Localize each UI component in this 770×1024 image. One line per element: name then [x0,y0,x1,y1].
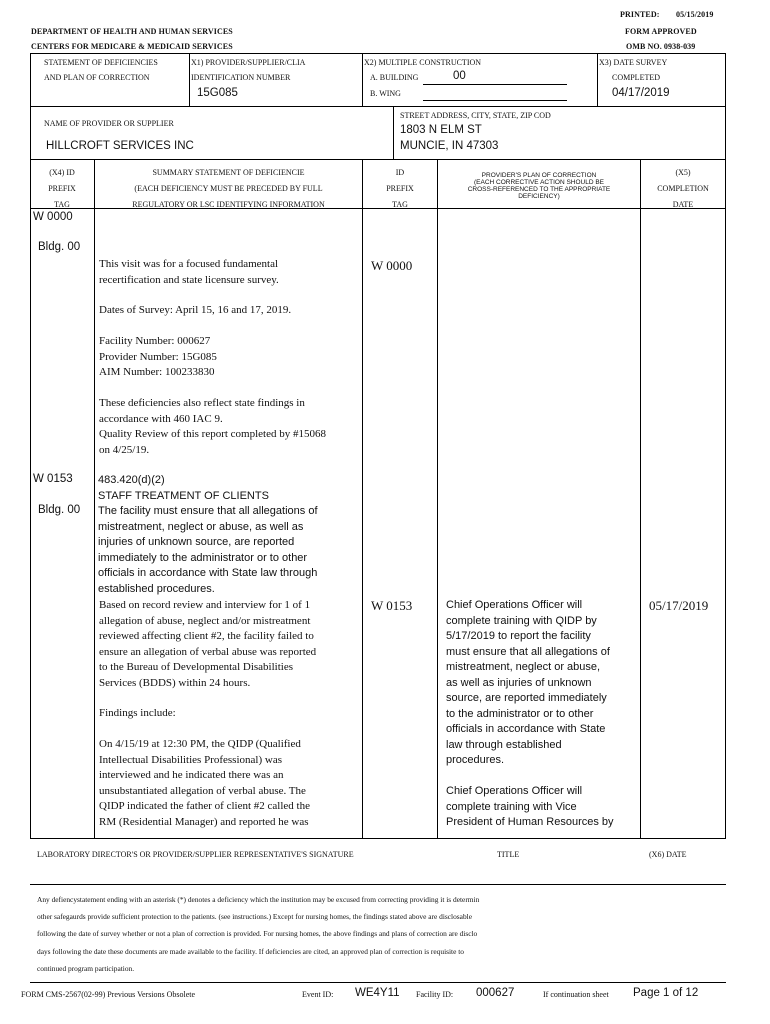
x6-date-label: (X6) DATE [649,850,687,859]
regulation-line: immediately to the administrator or to other [98,551,308,564]
col-header-id-line: PREFIX [386,184,414,193]
printed-date: 05/15/2019 [676,10,714,19]
tag-w0000: W 0000 [33,211,73,223]
summary-line: RM (Residential Manager) and reported he was [99,815,309,828]
bldg-label: Bldg. 00 [38,241,81,253]
col-header-id-line: TAG [392,200,408,209]
building-label: A. BUILDING [370,73,419,82]
rule-body-bottom [30,838,726,839]
divider-x3 [597,53,598,106]
plan-of-correction-2 [446,784,638,831]
summary-line: allegation of abuse, neglect and/or mistreatment [99,614,311,627]
plan-line: 5/17/2019 to report the facility [446,630,591,642]
regulation-text [98,473,361,597]
rule-signature [30,884,726,885]
form-number: FORM CMS-2567(02-99) Previous Versions Obsolete [21,990,196,999]
facility-ids [99,334,361,381]
rule-top [30,53,726,54]
signature-label: LABORATORY DIRECTOR'S OR PROVIDER/SUPPLIER REPRESENTATIVE'S SIGNATURE [37,850,354,859]
disclaimer-line: following the date of survey whether or not a plan of correction is provided. For nursing homes, the above findings and plans of correction are disclo [37,929,478,939]
disclaimer-line: other safegaurds provide sufficient protection to the patients. (see instructions.) Except for nursing homes, the findings stated above are disclosable [37,912,472,922]
finding-summary [99,598,361,691]
plan-line: President of Human Resources by [446,816,614,828]
summary-line: to the Bureau of Developmental Disabilities [99,661,293,673]
col-header-plan-line: (EACH CORRECTIVE ACTION SHOULD BE [473,179,605,186]
summary-line: ensure an allegation of verbal abuse was reported [99,645,317,658]
interview-notes [99,737,361,830]
col-divider-2 [362,159,363,838]
completion-date: 05/17/2019 [649,598,709,613]
plan-line: procedures. [446,754,505,766]
plan-line: to the administrator or to other [446,707,594,720]
tag-w0153: W 0153 [33,473,73,485]
wing-label: B. WING [370,89,401,98]
col-header-x5-line: (X5) [675,168,691,177]
wing-underline [423,100,567,101]
disclaimer-line: Any defiencystatement ending with an asterisk (*) denotes a deficiency which the institution may be excused from correcting providing it is determin [37,895,480,904]
building-underline [423,84,567,85]
plan-of-correction-1 [446,598,638,769]
plan-line: must ensure that all allegations of [446,645,610,658]
col-header-plan-line: PROVIDER'S PLAN OF CORRECTION [481,172,597,179]
summary-line: These deficiencies also reflect state findings in [99,397,305,409]
border-right [725,53,726,838]
regulation-line: 483.420(d)(2) [98,474,165,486]
col-divider-4 [640,159,641,838]
x1-label-2: IDENTIFICATION NUMBER [191,73,291,82]
regulation-line: injuries of unknown source, are reported [98,536,295,548]
disclaimer-line: days following the date these documents are made available to the facility. If deficiencies are cited, an approved plan of correction is requisite to [37,946,464,956]
summary-line: QIDP indicated the father of client #2 called the [99,800,310,812]
provider-name-value: HILLCROFT SERVICES INC [46,140,194,152]
stmt-label-1: STATEMENT OF DEFICIENCIES [44,58,158,67]
event-id-value: WE4Y11 [355,987,400,999]
plan-line: law through established [446,738,562,751]
findings-include [99,706,361,722]
centers-title: CENTERS FOR MEDICARE & MEDICAID SERVICES [31,42,233,51]
plan-line: Chief Operations Officer will [446,785,583,797]
col-header-x4-line: PREFIX [48,184,76,193]
bldg-label-2: Bldg. 00 [38,504,81,516]
summary-line: unsubstantiated allegation of verbal abuse. The [99,784,306,797]
col-header-x4-line: TAG [54,200,70,209]
facility-id-value: 000627 [476,987,515,999]
provider-name-label: NAME OF PROVIDER OR SUPPLIER [44,119,174,128]
prefix-tag-w0000: W 0000 [371,258,413,273]
survey-date-value: 04/17/2019 [612,87,670,99]
state-findings [99,396,361,458]
dept-title: DEPARTMENT OF HEALTH AND HUMAN SERVICES [31,27,233,36]
divider-x2 [362,53,363,106]
summary-line: This visit was for a focused fundamental [99,258,279,270]
plan-line: complete training with Vice [446,800,577,813]
plan-line: as well as injuries of unknown [446,676,592,689]
col-divider-3 [437,159,438,838]
rule-footer [30,982,726,983]
provider-id-value: 15G085 [197,87,238,99]
title-label: TITLE [497,850,520,859]
x2-label: X2) MULTIPLE CONSTRUCTION [364,58,482,67]
x3-label-1: X3) DATE SURVEY [599,58,668,67]
col-header-plan-line: DEFICIENCY) [518,193,560,200]
omb-number: OMB NO. 0938-039 [626,42,696,51]
x3-label-2: COMPLETED [612,73,660,82]
disclaimer-line: continued program participation. [37,963,135,973]
event-id-label: Event ID: [302,990,334,999]
street-line-1: 1803 N ELM ST [400,124,482,136]
summary-line: on 4/25/19. [99,443,150,456]
col-header-summary [95,165,362,213]
summary-line: accordance with 460 IAC 9. [99,412,223,425]
summary-line: recertification and state licensure survey. [99,273,279,286]
col-header-summary-line: (EACH DEFICIENCY MUST BE PRECEDED BY FULL [134,184,323,193]
facility-id-label: Facility ID: [416,990,454,999]
summary-line: Services (BDDS) within 24 hours. [99,676,251,689]
summary-line: Quality Review of this report completed by #15068 [99,428,326,440]
building-value: 00 [453,70,466,82]
plan-line: complete training with QIDP by [446,614,597,627]
rule-row1 [30,106,726,107]
summary-line: interviewed and he indicated there was an [99,769,284,781]
plan-line: mistreatment, neglect or abuse, [446,661,601,673]
summary-line: On 4/15/19 at 12:30 PM, the QIDP (Qualified [99,738,301,750]
printed-label: PRINTED: [620,10,660,19]
plan-line: source, are reported immediately [446,692,607,704]
disclaimer-text [37,891,725,977]
regulation-line: officials in accordance with State law through [98,567,318,579]
col-header-x4-line: (X4) ID [49,168,75,177]
regulation-line: The facility must ensure that all allegations of [98,505,318,517]
plan-line: officials in accordance with State [446,723,606,735]
x1-label-1: X1) PROVIDER/SUPPLIER/CLIA [191,58,306,67]
col-header-id [363,165,437,213]
page-indicator: Page 1 of 12 [633,987,699,999]
col-header-x5-line: DATE [672,200,694,209]
summary-line: Intellectual Disabilities Professional) was [99,753,282,766]
summary-line: AIM Number: 100233830 [99,366,215,378]
regulation-line: STAFF TREATMENT OF CLIENTS [98,489,269,502]
col-divider-1 [94,159,95,838]
prefix-tag-w0153: W 0153 [371,598,413,613]
col-header-x4 [30,165,94,213]
stmt-label-2: AND PLAN OF CORRECTION [44,73,150,82]
street-line-2: MUNCIE, IN 47303 [400,140,499,152]
col-header-x5 [641,165,725,213]
continuation-label: If continuation sheet [543,990,609,999]
summary-line: reviewed affecting client #2, the facility failed to [99,630,314,642]
summary-line: Facility Number: 000627 [99,335,211,347]
regulation-line: established procedures. [98,582,215,595]
col-header-x5-line: COMPLETION [657,184,709,193]
summary-line: Dates of Survey: April 15, 16 and 17, 2019. [99,304,292,316]
col-header-summary-line: SUMMARY STATEMENT OF DEFICIENCIE [152,168,305,177]
survey-dates [99,303,361,319]
divider-address [393,106,394,159]
street-label: STREET ADDRESS, CITY, STATE, ZIP COD [400,111,551,120]
plan-line: Chief Operations Officer will [446,599,583,611]
summary-line: Provider Number: 15G085 [99,350,217,363]
divider-x1 [189,53,190,106]
col-header-plan [438,172,640,200]
col-header-summary-line: REGULATORY OR LSC IDENTIFYING INFORMATION [132,200,325,209]
col-header-id-line: ID [395,168,405,177]
summary-intro [99,257,361,288]
form-approved: FORM APPROVED [625,27,697,36]
rule-row2 [30,159,726,160]
col-header-plan-line: CROSS-REFERENCED TO THE APPROPRIATE [467,186,611,193]
regulation-line: mistreatment, neglect or abuse, as well as [98,520,304,533]
summary-line: Findings include: [99,707,176,719]
summary-line: Based on record review and interview for 1 of 1 [99,599,311,611]
